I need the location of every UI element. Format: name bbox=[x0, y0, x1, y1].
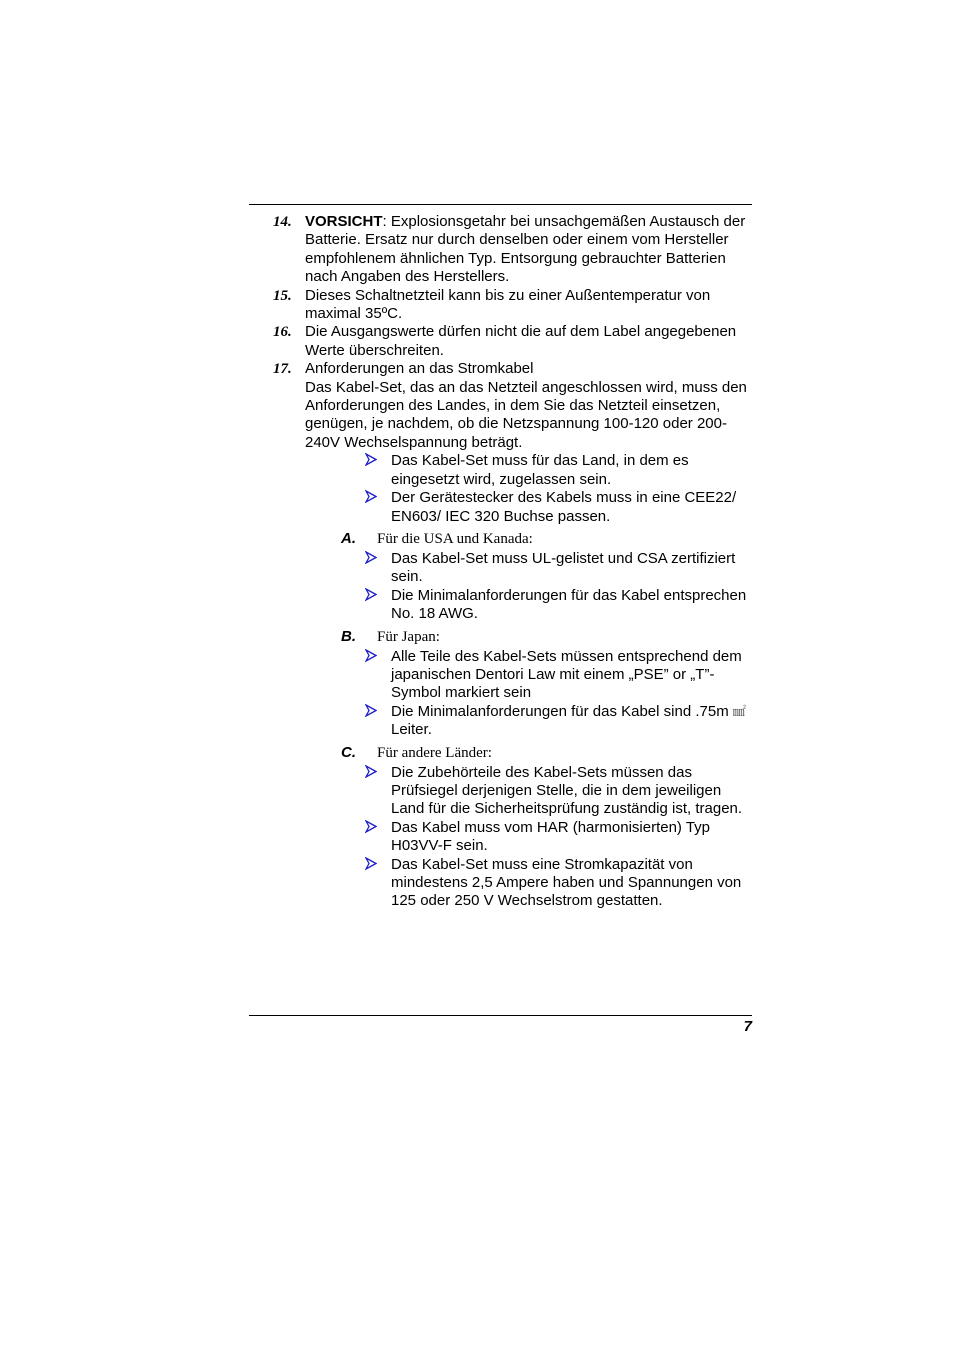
arrow-bullet-icon bbox=[365, 704, 377, 717]
item-number: 16. bbox=[273, 324, 292, 341]
item-17 bbox=[249, 360, 752, 452]
item-text: Das Kabel-Set, das an das Netzteil angeschlossen wird, muss den Anforderungen des Landes, in dem Sie das Netzteil einsetzen, genügen, je nachdem, ob die Netzspannung 100-120 oder 200-240V Wechselspannung beträgt. bbox=[305, 378, 747, 451]
section-b-bullets bbox=[249, 648, 752, 740]
arrow-bullet-icon bbox=[365, 490, 377, 503]
section-c-bullets bbox=[249, 764, 752, 911]
footer-rule bbox=[249, 1015, 752, 1016]
section-b-heading bbox=[341, 624, 752, 648]
list-item: Das Kabel-Set muss UL-gelistet und CSA zertifiziert sein. bbox=[391, 550, 752, 587]
item-15 bbox=[249, 287, 752, 324]
list-item: Der Gerätestecker des Kabels muss in eine CEE22/ EN603/ IEC 320 Buchse passen. bbox=[391, 489, 752, 526]
general-bullet-list bbox=[249, 452, 752, 526]
list-item: Die Zubehörteile des Kabel-Sets müssen das Prüfsiegel derjenigen Stelle, die in dem jeweiligen Land für die Sicherheitsprüfung zuständig ist, tragen. bbox=[391, 764, 752, 819]
arrow-bullet-icon bbox=[365, 857, 377, 870]
document-body bbox=[249, 213, 752, 911]
section-a-bullets bbox=[249, 550, 752, 624]
square-mm-unit: ㎟ bbox=[732, 703, 746, 719]
section-title: Für Japan: bbox=[377, 628, 440, 645]
item-14 bbox=[249, 213, 752, 287]
arrow-bullet-icon bbox=[365, 551, 377, 564]
section-c-heading bbox=[341, 740, 752, 764]
section-letter: C. bbox=[341, 743, 356, 761]
warning-label: VORSICHT bbox=[305, 213, 383, 230]
item-number: 15. bbox=[273, 287, 292, 304]
list-item: Alle Teile des Kabel-Sets müssen entsprechend dem japanischen Dentori Law mit einem „PSE” or „T”-Symbol markiert sein bbox=[391, 648, 752, 703]
header-rule bbox=[249, 204, 752, 205]
item-text: Dieses Schaltnetzteil kann bis zu einer Außentemperatur von maximal 35ºC. bbox=[305, 286, 711, 323]
item-text: Die Ausgangswerte dürfen nicht die auf dem Label angegebenen Werte überschreiten. bbox=[305, 323, 737, 359]
list-item: Das Kabel-Set muss für das Land, in dem es eingesetzt wird, zugelassen sein. bbox=[391, 452, 752, 489]
item-number: 17. bbox=[273, 361, 292, 378]
list-item: Das Kabel-Set muss eine Stromkapazität von mindestens 2,5 Ampere haben und Spannungen von 125 oder 250 V Wechselstrom gestatten. bbox=[391, 856, 752, 911]
arrow-bullet-icon bbox=[365, 649, 377, 662]
item-16 bbox=[249, 323, 752, 360]
arrow-bullet-icon bbox=[365, 820, 377, 833]
list-item: Das Kabel muss vom HAR (harmonisierten) Typ H03VV-F sein. bbox=[391, 819, 752, 856]
section-title: Für andere Länder: bbox=[377, 744, 492, 761]
item-text: : Explosionsgetahr bei unsachgemäßen Austausch der Batterie. Ersatz nur durch denselben oder einem vom Hersteller empfohlenem ähnlichen Typ. Entsorgung gebrauchter Batterien nach Angaben des Herstellers. bbox=[305, 213, 746, 286]
section-title: Für die USA und Kanada: bbox=[377, 530, 533, 547]
list-item: Die Minimalanforderungen für das Kabel entsprechen No. 18 AWG. bbox=[391, 587, 752, 624]
arrow-bullet-icon bbox=[365, 765, 377, 778]
item-title: Anforderungen an das Stromkabel bbox=[305, 360, 534, 378]
section-letter: B. bbox=[341, 627, 356, 645]
section-letter: A. bbox=[341, 529, 356, 547]
arrow-bullet-icon bbox=[365, 588, 377, 601]
list-item: Die Minimalanforderungen für das Kabel sind .75m ㎟ Leiter. bbox=[391, 703, 752, 740]
section-a-heading bbox=[341, 526, 752, 550]
page-number: 7 bbox=[743, 1018, 752, 1035]
arrow-bullet-icon bbox=[365, 453, 377, 466]
item-number: 14. bbox=[273, 214, 292, 230]
